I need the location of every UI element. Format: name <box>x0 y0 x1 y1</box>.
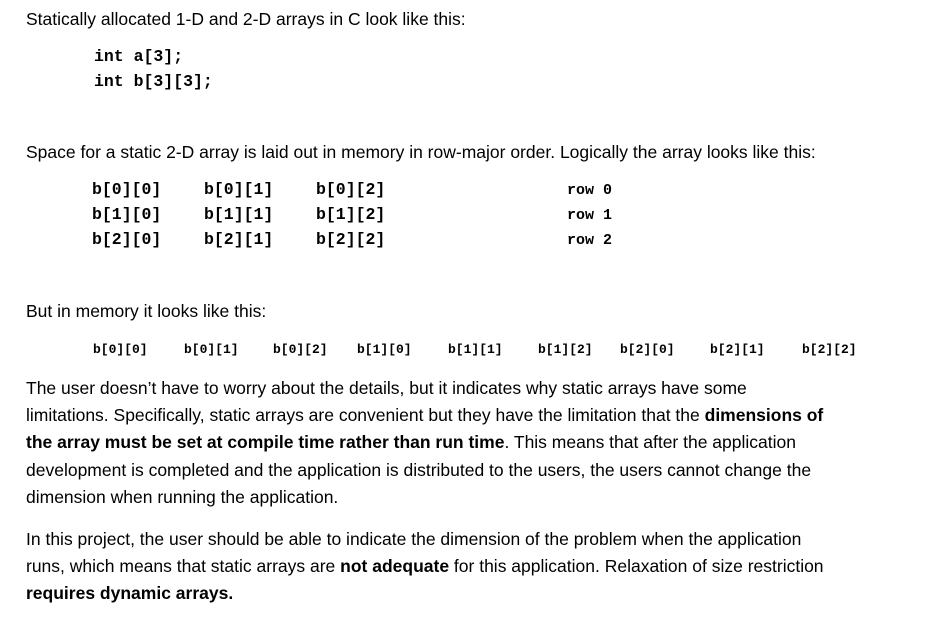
project-paragraph <box>26 526 906 608</box>
memory-cell: b[2][2] <box>802 342 857 357</box>
declaration-a: int a[3]; <box>94 47 184 66</box>
paragraph-text: limitations. Specifically, static arrays are convenient but they have the limitation that the <box>26 405 705 426</box>
grid-cell: b[0][1] <box>204 180 274 199</box>
grid-cell: b[2][2] <box>316 230 386 249</box>
emphasis-text: not adequate <box>340 556 450 577</box>
layout-intro-text: Space for a static 2-D array is laid out in memory in row-major order. Logically the array looks like this: <box>26 142 816 162</box>
row-label: row 2 <box>567 232 613 249</box>
grid-cell: b[1][0] <box>92 205 162 224</box>
memory-intro-text: But in memory it looks like this: <box>26 301 267 321</box>
declaration-b: int b[3][3]; <box>94 72 213 91</box>
memory-cell: b[0][0] <box>93 342 148 357</box>
grid-cell: b[2][1] <box>204 230 274 249</box>
emphasis-text: dimensions of <box>704 405 824 426</box>
paragraph-text: runs, which means that static arrays are <box>26 556 341 577</box>
memory-cell: b[1][2] <box>538 342 593 357</box>
memory-cell: b[1][1] <box>448 342 503 357</box>
memory-cell: b[0][2] <box>273 342 328 357</box>
intro-text: Statically allocated 1-D and 2-D arrays in C look like this: <box>26 9 466 29</box>
row-label: row 1 <box>567 207 613 224</box>
memory-cell: b[2][0] <box>620 342 675 357</box>
paragraph-text: . This means that after the application <box>504 432 796 453</box>
paragraph-line <box>26 402 906 429</box>
emphasis-text: requires dynamic arrays. <box>26 583 234 604</box>
memory-cell: b[2][1] <box>710 342 765 357</box>
grid-cell: b[0][0] <box>92 180 162 199</box>
grid-cell: b[1][2] <box>316 205 386 224</box>
grid-cell: b[0][2] <box>316 180 386 199</box>
paragraph-line: development is completed and the application is distributed to the users, the users cannot change the <box>26 459 812 480</box>
paragraph-text: for this application. Relaxation of size restriction <box>449 556 824 577</box>
explanation-paragraph <box>26 375 906 511</box>
paragraph-line <box>26 580 906 607</box>
row-label: row 0 <box>567 182 613 199</box>
paragraph-line: dimension when running the application. <box>26 486 339 507</box>
paragraph-line: The user doesn’t have to worry about the details, but it indicates why static arrays have some <box>26 378 747 398</box>
paragraph-line: In this project, the user should be able to indicate the dimension of the problem when the application <box>26 529 802 549</box>
memory-cell: b[1][0] <box>357 342 412 357</box>
grid-cell: b[1][1] <box>204 205 274 224</box>
paragraph-line <box>26 429 906 456</box>
memory-cell: b[0][1] <box>184 342 239 357</box>
grid-cell: b[2][0] <box>92 230 162 249</box>
emphasis-text: the array must be set at compile time rather than run time <box>26 432 505 453</box>
paragraph-line <box>26 553 906 580</box>
